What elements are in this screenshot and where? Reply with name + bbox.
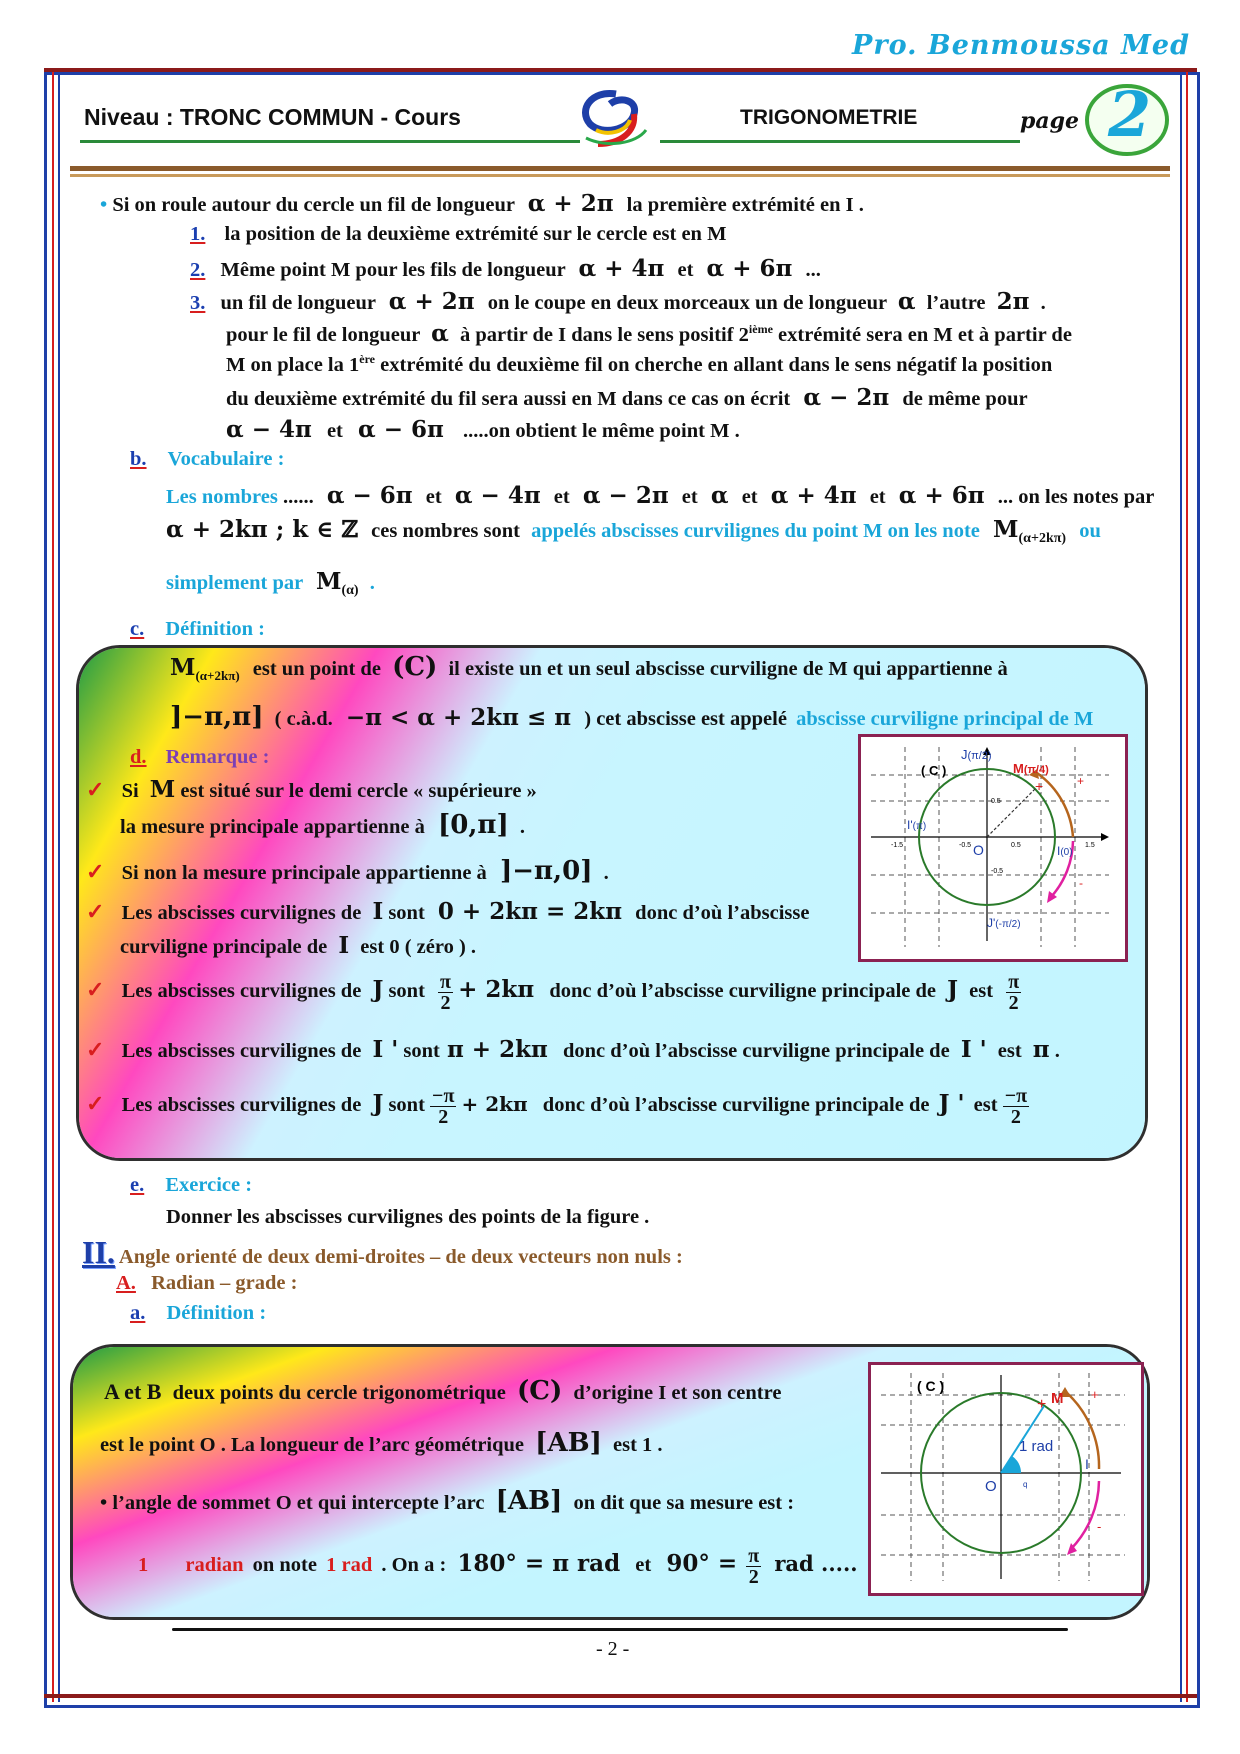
intro-item-3: 3. un fil de longueur α + 2π on le coupe en deux morceaux un de longueur α l’autre 2π .	[190, 288, 1046, 315]
bullet-icon: •	[100, 1492, 108, 1514]
vocab-line-2: α + 2kπ ; k ∈ ℤ ces nombres sont appelés abscisses curvilignes du point M on les note $M_{(\alpha+2k\pi)}$ ou	[166, 516, 1101, 547]
remark-4: ✓ Les abscisses curvilignes de J sont $\frac{\pi}{2}$ + 2kπ donc d’où l’abscisse curviligne principale de J est $\frac{\pi}{2}$	[86, 971, 1020, 1014]
check-icon: ✓	[86, 777, 105, 802]
x-axis-arrow-icon	[1101, 833, 1109, 841]
fraction-minus-pi-2b: $\frac{-\pi}{2}$	[1004, 1085, 1028, 1128]
remark-1b: la mesure principale appartienne à [0,π] .	[120, 810, 525, 840]
svg-text:0.5: 0.5	[1011, 842, 1021, 849]
intro-para-1: pour le fil de longueur α à partir de I dans le sens positif 2ième extrémité sera en M et à partir de	[226, 320, 1072, 347]
section-2A-heading: A. Radian – grade :	[116, 1272, 298, 1294]
negative-arc	[1071, 1481, 1102, 1549]
radius-to-M	[987, 789, 1035, 837]
section-2-heading: II. Angle orienté de deux demi-droites – de deux vecteurs non nuls :	[82, 1234, 683, 1270]
page-frame-inner-left	[52, 72, 54, 1702]
plus-sign: +	[1077, 774, 1085, 788]
plus-sign: +	[1091, 1387, 1099, 1402]
remark-3: ✓ Les abscisses curvilignes de I sont 0 + 2kπ = 2kπ donc d’où l’abscisse	[86, 898, 810, 925]
q-label: q	[1023, 1480, 1028, 1489]
remark-3b: curviligne principale de I est 0 ( zéro ) .	[120, 932, 477, 959]
intro-para-4: α − 4π et α − 6π .....on obtient le même point M .	[226, 416, 740, 443]
exercise-text: Donner les abscisses curvilignes des points de la figure .	[166, 1206, 650, 1228]
radian-line-3: • l’angle de sommet O et qui intercepte l’arc [AB] on dit que sa mesure est :	[100, 1486, 795, 1516]
section-2a-heading: a. Définition :	[130, 1302, 267, 1324]
check-icon: ✓	[86, 1091, 105, 1117]
svg-text:-1.5: -1.5	[891, 842, 904, 849]
vocab-line-3: simplement par $M_{(\alpha)}$ .	[166, 568, 375, 599]
page-frame-inner-right	[1186, 72, 1188, 1702]
header-band-2	[70, 174, 1170, 177]
intro-item-2: 2. Même point M pour les fils de longueur α + 4π et α + 6π ...	[190, 255, 821, 282]
page-word: page	[1020, 108, 1080, 134]
I-label: I	[1085, 1456, 1089, 1472]
figure-2-radian-diagram	[871, 1365, 1135, 1587]
minus-sign: -	[1079, 876, 1083, 890]
fraction-pi-2b: $\frac{\pi}{2}$	[1008, 971, 1020, 1014]
vocab-heading: b. Vocabulaire :	[130, 448, 285, 470]
fraction-pi-2: $\frac{\pi}{2}$	[440, 971, 452, 1014]
remark-1: ✓ Si M est situé sur le demi cercle « supérieure »	[86, 776, 537, 803]
check-icon: ✓	[86, 899, 105, 924]
intro-para-3: du deuxième extrémité du fil sera aussi en M dans ce cas on écrit α − 2π de même pour	[226, 384, 1028, 411]
check-icon: ✓	[86, 1037, 105, 1062]
bullet-icon: •	[100, 194, 108, 216]
svg-text:0.5: 0.5	[991, 798, 1001, 805]
page-frame-inner-right2	[1180, 72, 1182, 1702]
page-number-badge: 2	[1108, 78, 1152, 151]
figure-1-circle-diagram	[861, 737, 1119, 953]
I-label: I(0)	[1057, 844, 1073, 858]
top-rule	[44, 68, 1197, 72]
Iprime-label: I'(π)	[907, 818, 927, 832]
logo-swirl-icon	[576, 86, 656, 152]
header-underline-left	[80, 140, 580, 143]
footer-page-number: - 2 -	[596, 1638, 630, 1660]
author-signature: Pro. Benmoussa Med	[852, 30, 1190, 61]
O-label: O	[985, 1478, 997, 1495]
J-label: J(π/2)	[961, 747, 992, 762]
circle-label: ( C )	[921, 763, 947, 778]
Jprime-label: J'(-π/2)	[987, 916, 1021, 930]
radian-line-2: est le point O . La longueur de l’arc géométrique [AB] est 1 .	[100, 1428, 663, 1458]
M-marker-icon: +	[1035, 778, 1044, 794]
remark-6: ✓ Les abscisses curvilignes de J sont $\frac{-\pi}{2}$ + 2kπ donc d’où l’abscisse curviligne principale de J ' est $\frac{-\pi}{2}$	[86, 1085, 1028, 1128]
remark-heading: d. Remarque :	[130, 746, 270, 768]
svg-text:1.5: 1.5	[1085, 842, 1095, 849]
check-icon: ✓	[86, 859, 105, 884]
exercise-heading: e. Exercice :	[130, 1174, 253, 1196]
definition-line-2: ]−π,π] ( c.à.d. −π < α + 2kπ ≤ π ) cet abscisse est appelé abscisse curviligne principal de M	[170, 702, 1094, 732]
header-underline-right	[660, 140, 1020, 143]
remark-2: ✓ Si non la mesure principale appartienne à ]−π,0] .	[86, 856, 609, 886]
radian-line-4: 1 radian on note 1 rad . On a : 180° = π rad et 90° = $\frac{\pi}{2}$ rad .....	[138, 1545, 858, 1588]
M-label: M	[1051, 1390, 1064, 1407]
minus-sign: -	[1097, 1519, 1102, 1534]
one-rad-label: 1 rad	[1019, 1438, 1054, 1455]
definition-line-1: $M_{(\alpha+2k\pi)}$ est un point de (C) il existe un et un seul abscisse curviligne de M qui appartienne à	[170, 652, 1008, 684]
intro-lead: • Si on roule autour du cercle un fil de longueur α + 2π la première extrémité en I .	[100, 190, 864, 217]
svg-text:-0.5: -0.5	[991, 868, 1004, 875]
M-marker-icon: +	[1037, 1396, 1047, 1413]
svg-text:-0.5: -0.5	[959, 842, 972, 849]
page-frame-inner-left2	[58, 72, 60, 1702]
check-icon: ✓	[86, 977, 105, 1003]
vocab-line-1: Les nombres ...... α − 6π et α − 4π et α − 2π et α et α + 4π et α + 6π ... on les notes par	[166, 482, 1155, 509]
M-label: M(π/4)	[1013, 761, 1049, 776]
intro-item-1: 1. la position de la deuxième extrémité sur le cercle est en M	[190, 223, 727, 245]
bottom-rule	[44, 1694, 1197, 1698]
circle-label: ( C )	[917, 1378, 945, 1394]
fraction-pi-2-radian: $\frac{\pi}{2}$	[748, 1545, 760, 1588]
subject-title: TRIGONOMETRIE	[740, 106, 918, 129]
definition-heading: c. Définition :	[130, 618, 266, 640]
level-title: Niveau : TRONC COMMUN - Cours	[84, 104, 461, 130]
fraction-minus-pi-2: $\frac{-\pi}{2}$	[432, 1085, 455, 1128]
header-band-1	[70, 166, 1170, 171]
O-label: O	[973, 842, 984, 858]
positive-arc	[1067, 1393, 1099, 1469]
intro-para-2: M on place la 1ère extrémité du deuxième fil on cherche en allant dans le sens négatif la position	[226, 352, 1053, 376]
radian-line-1: A et B deux points du cercle trigonométrique (C) d’origine I et son centre	[104, 1376, 782, 1406]
grid-lines	[881, 1373, 1125, 1581]
remark-5: ✓ Les abscisses curvilignes de I ' sont π + 2kπ donc d’où l’abscisse curviligne principale de I ' est π .	[86, 1036, 1060, 1063]
footer-rule	[172, 1628, 1068, 1631]
